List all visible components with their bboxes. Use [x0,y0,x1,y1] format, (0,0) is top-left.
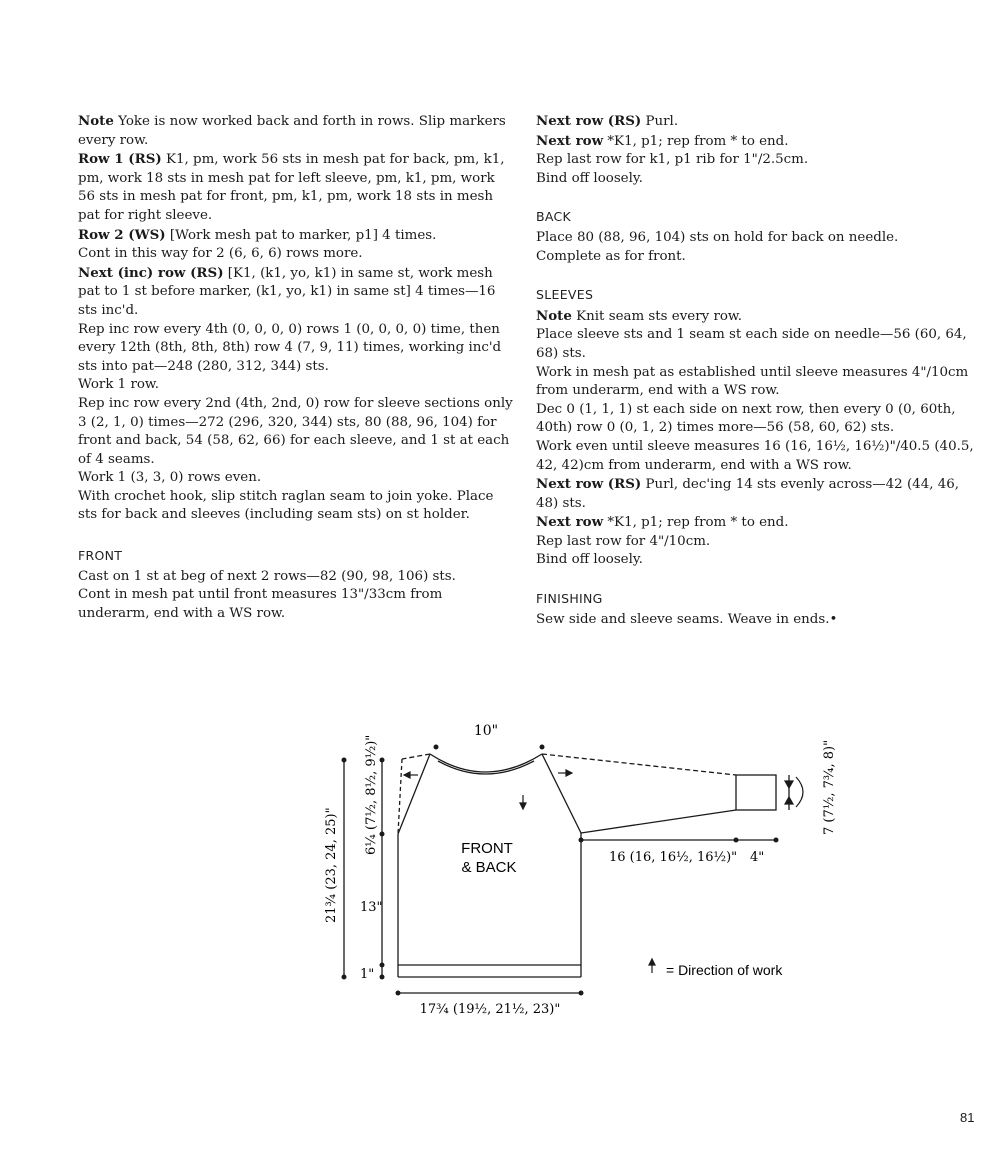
back-complete-paragraph: Complete as for front. [536,248,686,264]
row1-paragraph [78,150,513,225]
sleeves-dec-paragraph: Dec 0 (1, 1, 1) st each side on next row, then every 0 (0, 60th, 40th) row 0 (0, 1, 2) times more—56 (58, 60, 62) sts. [536,401,956,436]
front-cont-paragraph: Cont in mesh pat until front measures 13"/33cm from underarm, end with a WS row. [78,587,443,621]
sleeves-next-k1p1-label: Next row [536,514,604,531]
front-heading: FRONT [78,548,123,564]
neck-width-label: 10" [473,723,499,739]
sleeves-even-paragraph: Work even until sleeve measures 16 (16, 16½, 16½)"/40.5 (40.5, 42, 42)cm from underarm, end with a WS row. [536,438,974,473]
sleeve-bottom [581,810,736,833]
sleeves-next-purl-paragraph [536,475,976,513]
sleeves-bind-paragraph: Bind off loosely. [536,552,643,568]
next-k1p1-label: Next row [536,132,604,149]
row1-text: K1, pm, work 56 sts in mesh pat for back, pm, k1, pm, work 18 sts in mesh pat for left sleeve, pm, k1, pm, work 56 sts in mesh pat for front, pm, k1, pm, work 18 sts in mesh pat for right sleeve. [78,152,505,223]
sleeves-note-text: Knit seam sts every row. [571,308,743,324]
rep-inc-paragraph: Rep inc row every 4th (0, 0, 0, 0) rows 1 (0, 0, 0, 0) time, then every 12th (8th, 8th, 8th) row 4 (7, 9, 11) times, working inc'd sts into pat—248 (280, 312, 344) sts. [78,321,502,374]
sleeve-top-dashed [542,754,736,775]
sleeves-next-purl-label: Next row (RS) [536,476,642,493]
next-inc-paragraph [78,264,513,321]
page-number: 81 [960,1110,975,1125]
left-shoulder-dashed [402,754,430,759]
row2-text: [Work mesh pat to marker, p1] 4 times. [165,227,437,243]
cuff-width-label: 7 (7½, 7¾, 8)" [822,739,837,835]
next-purl-label: Next row (RS) [536,113,642,129]
next-purl-paragraph [536,112,976,132]
body-label-back: & BACK [461,859,517,876]
body-length-label: 13" [360,900,383,915]
right-column [536,112,976,629]
sleeves-next-k1p1-text: *K1, p1; rep from * to end. [603,515,789,531]
sleeves-next-k1p1-paragraph [536,513,976,533]
left-column [78,112,513,623]
finishing-paragraph: Sew side and sleeve seams. Weave in ends.• [536,611,838,627]
next-inc-text: [K1, (k1, yo, k1) in same st, work mesh pat to 1 st before marker, (k1, yo, k1) in same st] 4 times—16 sts inc'd. [78,265,496,318]
finishing-heading: FINISHING [536,591,603,607]
next-inc-label: Next (inc) row (RS) [78,264,224,281]
sweater-schematic [320,715,840,1025]
next-purl-text: Purl. [641,114,679,129]
next-k1p1-text: *K1, p1; rep from * to end. [603,133,789,149]
sleeves-heading: SLEEVES [536,287,594,303]
back-heading: BACK [536,209,572,225]
rib-depth-label: 1" [360,967,375,982]
note-text: Yoke is now worked back and forth in rows. Slip markers every row. [78,114,506,148]
left-shoulder-dashed-drop [398,759,402,834]
work-even-paragraph: Work 1 (3, 3, 0) rows even. [78,470,262,486]
right-raglan [542,754,581,833]
bind-off-paragraph: Bind off loosely. [536,170,643,186]
sleeves-note-paragraph [536,307,976,327]
note-label: Note [78,113,114,129]
sleeves-place-paragraph: Place sleeve sts and 1 seam st each side on needle—56 (60, 64, 68) sts. [536,327,967,361]
note-paragraph [78,112,513,150]
sleeves-note-label: Note [536,307,572,324]
cuff-length-label: 4" [750,850,765,865]
cont-paragraph: Cont in this way for 2 (6, 6, 6) rows more. [78,246,363,262]
sleeves-work-paragraph: Work in mesh pat as established until sleeve measures 4"/10cm from underarm, end with a WS row. [536,364,969,399]
sleeves-next-purl-text: Purl, dec'ing 14 sts evenly across—42 (44, 46, 48) sts. [536,477,960,511]
row2-label: Row 2 (WS) [78,226,166,243]
body-label-front: FRONT [461,840,513,857]
sleeve-cuff [736,775,776,810]
rep-last-paragraph: Rep last row for k1, p1 rib for 1"/2.5cm. [536,152,809,168]
crochet-paragraph: With crochet hook, slip stitch raglan seam to join yoke. Place sts for back and sleeves (including seam sts) on st holder. [78,488,494,523]
row2-paragraph [78,226,513,246]
next-k1p1-paragraph [536,132,976,152]
row1-label: Row 1 (RS) [78,151,162,168]
sleeve-length-label: 16 (16, 16½, 16½)" [609,850,738,865]
legend-text: = Direction of work [666,962,783,978]
neckline-outer [430,754,542,772]
body-width-label: 17¾ (19½, 21½, 23)" [419,1002,561,1017]
rep-inc2-paragraph: Rep inc row every 2nd (4th, 2nd, 0) row for sleeve sections only 3 (2, 1, 0) times—272 (296, 320, 344) sts, 80 (88, 96, 104) for front and back, 54 (58, 62, 66) for each sleeve, and 1 st at each of 4 seams. [78,395,513,467]
sleeves-rep-paragraph: Rep last row for 4"/10cm. [536,533,711,549]
yoke-depth-label: 6¼ (7½, 8½, 9½)" [364,734,379,855]
front-cast-paragraph: Cast on 1 st at beg of next 2 rows—82 (90, 98, 106) sts. [78,568,456,584]
total-length-label: 21¾ (23, 24, 25)" [324,807,339,923]
left-raglan [398,754,430,834]
back-place-paragraph: Place 80 (88, 96, 104) sts on hold for back on needle. [536,229,899,245]
work-row-paragraph: Work 1 row. [78,377,160,393]
